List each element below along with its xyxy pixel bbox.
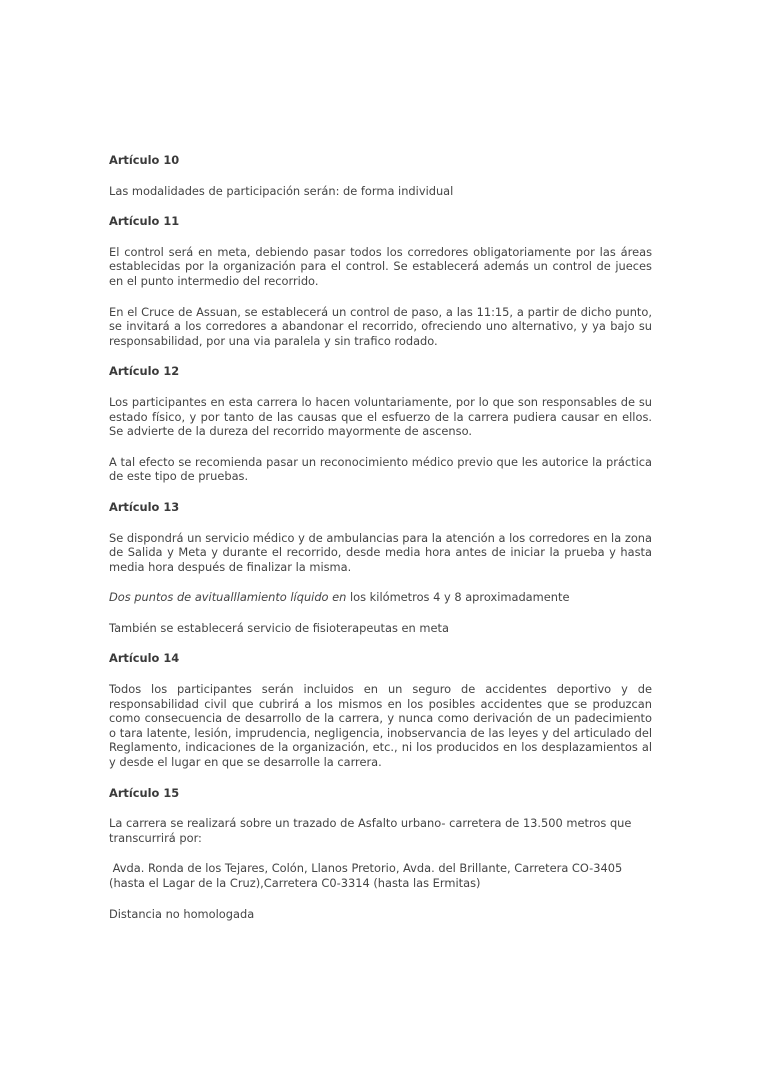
article-heading: Artículo 12: [109, 364, 180, 379]
article-11: [109, 214, 652, 348]
article-paragraph: Distancia no homologada: [109, 906, 255, 921]
article-heading: Artículo 11: [109, 214, 180, 229]
article-paragraph: Todos los participantes serán incluidos en un seguro de accidentes deportivo y de responsabilidad civil que cubrirá a los mismos en los posibles accidentes que se produzcan como consecuencia de desarrollo de la carrera, y nunca como derivación de un padecimiento o tara latente, lesión, imprudencia, negligencia, inobservancia de las leyes y del articulado del Reglamento, indicaciones de la organización, etc., ni los producidos en los desplazamientos al y desde el lugar en que se desarrolle la carrera.: [109, 682, 652, 770]
fisio-paragraph: También se establecerá servicio de fisioterapeutas en meta: [109, 620, 449, 635]
article-paragraph: Los participantes en esta carrera lo hacen voluntariamente, por lo que son responsables de su estado físico, y por tanto de las causas que el esfuerzo de la carrera pudiera causar en ellos. Se advierte de la dureza del recorrido mayormente de ascenso.: [109, 394, 652, 439]
avituallamiento-paragraph: [109, 590, 652, 605]
avituallamiento-italic: Dos puntos de avitualllamiento líquido en: [109, 590, 347, 605]
article-paragraph: La carrera se realizará sobre un trazado de Asfalto urbano- carretera de 13.500 metros que transcurrirá por:: [109, 816, 632, 845]
article-paragraph: El control será en meta, debiendo pasar todos los corredores obligatoriamente por las áreas establecidas por la organización para el control. Se establecerá además un control de jueces en el punto intermedio del recorrido.: [109, 244, 652, 288]
article-10: [109, 153, 652, 198]
article-15: [109, 786, 652, 922]
article-heading: Artículo 15: [109, 785, 180, 800]
article-13: [109, 500, 652, 636]
article-paragraph: Las modalidades de participación serán: de forma individual: [109, 183, 454, 198]
article-12: [109, 364, 652, 484]
article-heading: Artículo 13: [109, 499, 180, 514]
route-paragraph: Avda. Ronda de los Tejares, Colón, Llanos Pretorio, Avda. del Brillante, Carretera CO-3405 (hasta el Lagar de la Cruz),Carretera C0-3314 (hasta las Ermitas): [109, 861, 626, 890]
article-14: [109, 651, 652, 769]
article-paragraph: En el Cruce de Assuan, se establecerá un control de paso, a las 11:15, a partir de dicho punto, se invitará a los corredores a abandonar el recorrido, ofreciendo uno alternativo, y ya bajo su responsabilidad, por una via paralela y sin trafico rodado.: [109, 304, 652, 348]
article-heading: Artículo 14: [109, 651, 180, 666]
article-paragraph: Se dispondrá un servicio médico y de ambulancias para la atención a los corredores en la zona de Salida y Meta y durante el recorrido, desde media hora antes de iniciar la prueba y hasta media hora después de finalizar la misma.: [109, 530, 652, 574]
article-heading: Artículo 10: [109, 153, 180, 167]
article-paragraph: A tal efecto se recomienda pasar un reconocimiento médico previo que les autorice la práctica de este tipo de pruebas.: [109, 454, 652, 484]
document-page: [109, 153, 652, 937]
avituallamiento-text: los kilómetros 4 y 8 aproximadamente: [346, 590, 570, 605]
